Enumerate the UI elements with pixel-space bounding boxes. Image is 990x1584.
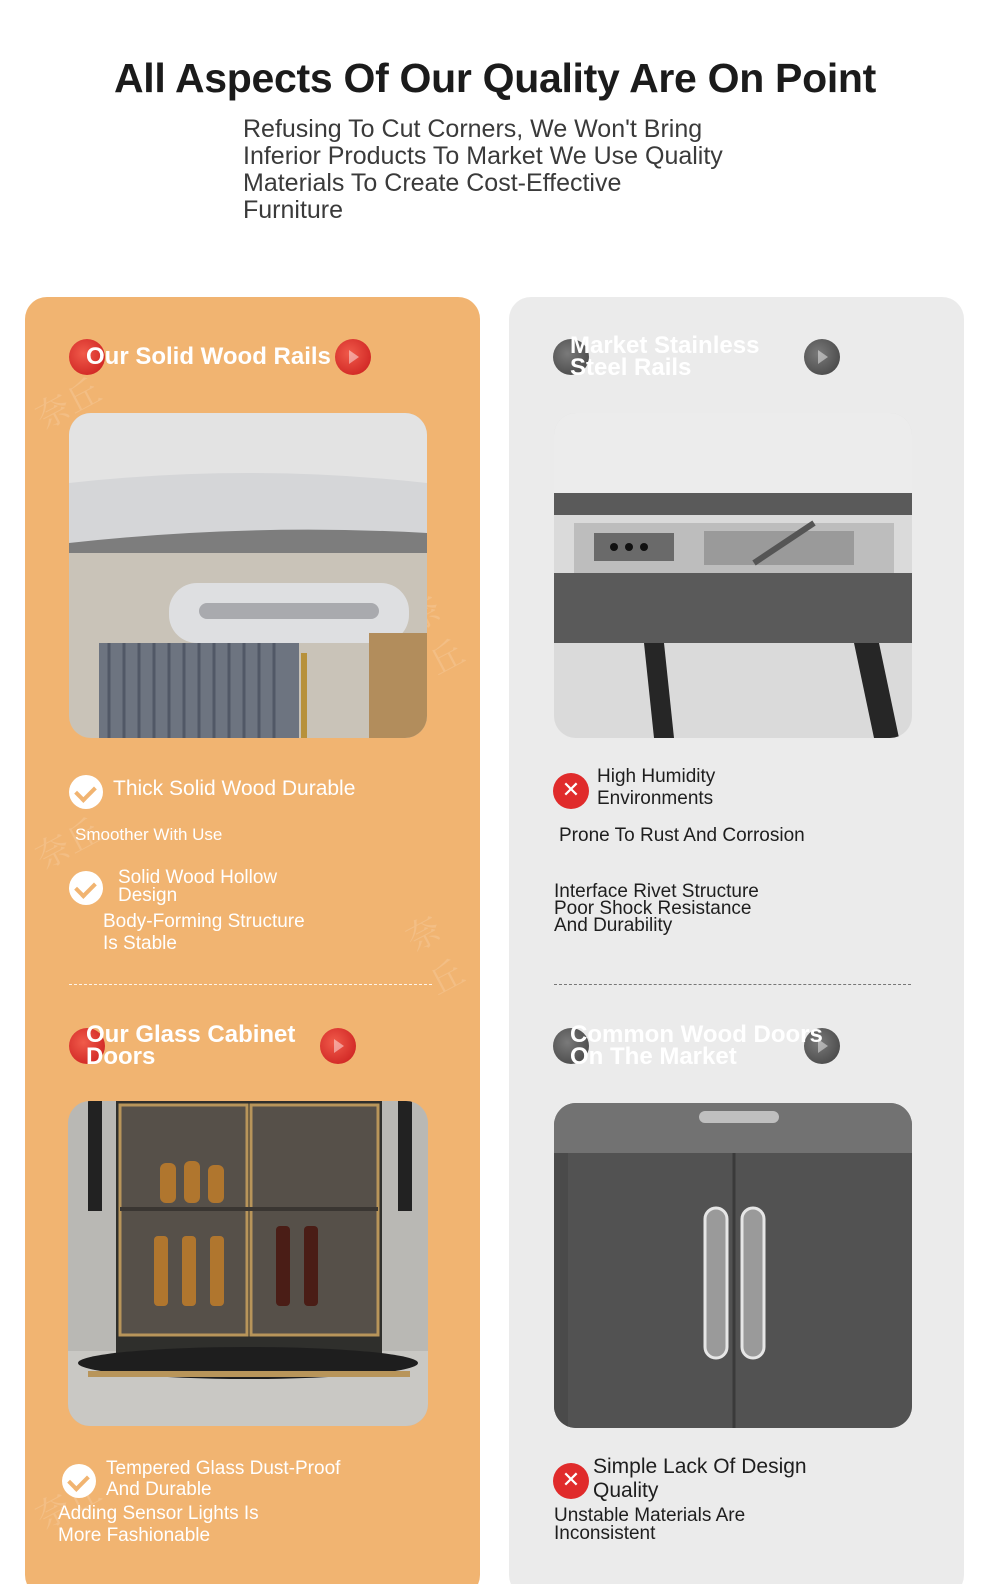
cross-icon: ✕: [553, 1463, 589, 1499]
benefit-subtext: Smoother With Use: [75, 825, 223, 844]
section-title: Market Stainless Steel Rails: [570, 332, 760, 381]
section-header-market-steel-rails: [553, 332, 843, 381]
benefit-subtext: Body-Forming Structure Is Stable: [103, 911, 305, 954]
section-title: Common Wood Doors On The Market: [570, 1021, 823, 1070]
cross-icon: ✕: [553, 773, 589, 809]
steel-rail-photo: [554, 413, 912, 738]
section-header-common-wood-doors: [553, 1021, 843, 1070]
check-icon: [62, 1464, 96, 1498]
page-title: All Aspects Of Our Quality Are On Point: [113, 55, 877, 101]
drawback-text: High Humidity Environments: [597, 766, 716, 809]
drawback-subtext: Prone To Rust And Corrosion: [559, 825, 805, 846]
market-product-panel: [509, 297, 964, 1584]
drawback-subtext: Unstable Materials Are Inconsistent: [554, 1505, 746, 1544]
benefit-text: Tempered Glass Dust-Proof And Durable: [106, 1458, 341, 1500]
watermark: 奈丘: [399, 909, 472, 1004]
watermark: 奈丘: [422, 632, 472, 684]
watermark: 奈丘: [29, 810, 109, 879]
drawback-text: Interface Rivet Structure Poor Shock Resistance And Durability: [554, 881, 759, 936]
solid-wood-rail-photo: [69, 413, 427, 738]
section-header-solid-wood-rails: [69, 335, 359, 377]
section-title: Our Glass Cabinet Doors: [86, 1021, 296, 1070]
watermark: 奈丘: [29, 1470, 109, 1539]
wood-door-photo: [554, 1103, 912, 1428]
divider: [554, 984, 911, 985]
grey-dot-icon: [804, 339, 840, 375]
our-product-panel: [25, 297, 480, 1584]
red-dot-icon: [320, 1028, 356, 1064]
section-header-glass-cabinet-doors: [69, 1021, 359, 1070]
check-icon: [69, 871, 103, 905]
drawback-text: Simple Lack Of Design Quality: [593, 1455, 807, 1502]
benefit-subtext: Adding Sensor Lights Is More Fashionable: [58, 1503, 259, 1546]
red-dot-icon: [335, 339, 371, 375]
divider: [69, 984, 432, 985]
benefit-text: Solid Wood Hollow Design: [118, 867, 278, 906]
benefit-text: Thick Solid Wood Durable: [113, 777, 356, 800]
page-subtitle: Refusing To Cut Corners, We Won't Bring Inferior Products To Market We Use Quality Materials To Create Cost-Effective Furniture: [243, 115, 723, 224]
watermark: 奈丘: [29, 370, 109, 439]
section-title: Our Solid Wood Rails: [86, 343, 331, 370]
glass-cabinet-photo: [68, 1101, 428, 1426]
check-icon: [69, 775, 103, 809]
